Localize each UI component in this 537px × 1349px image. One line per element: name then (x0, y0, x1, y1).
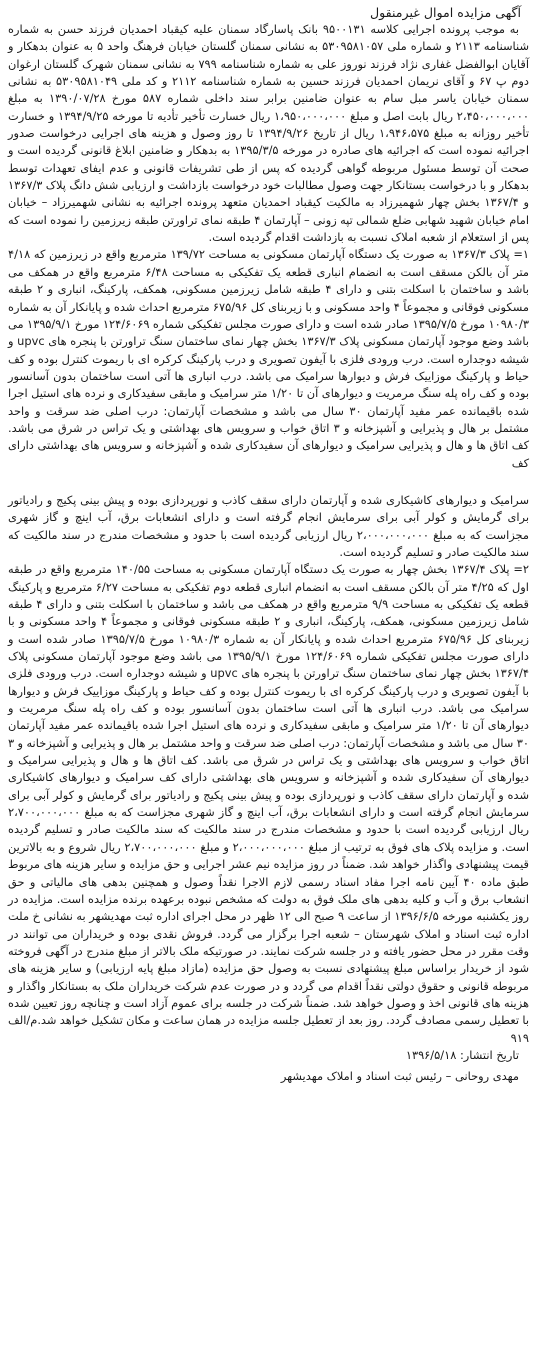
property-item-2: ۲= پلاک ۱۳۶۷/۴ بخش چهار به صورت یک دستگاه آپارتمان مسکونی به مساحت ۱۴۰/۵۵ مترمربع واقع در طبقه اول که ۴/۲۵ متر آن بالکن مسقف است به انضمام انباری قطعه دوم تفکیکی به مساحت ۶/۲۷ مترمربع و پارکینگ قطعه یک تفکیکی به مساحت ۹/۹ مترمربع واقع در همکف می باشد و ساختمان با اسکلت بتنی و دارای ۴ طبقه شامل زیرزمین مسکونی، همکف، پارکینگ، انباری و ۲ طبقه مسکونی فوقانی و مجموعاً ۴ واحد مسکونی و با زیربنای کل ۶۷۵/۹۶ مترمربع احداث شده و پایانکار آن به شماره ۱۰۹۸۰/۳ مورخ ۱۳۹۵/۷/۵ صادر شده است و دارای صورت مجلس تفکیکی شماره ۱۲۴/۶۰۶۹ مورخ ۱۳۹۵/۹/۱ می باشد وضع موجود آپارتمان مسکونی پلاک ۱۳۶۷/۴ بخش چهار نمای ساختمان سنگ تراورتن با پنجره های upvc و شیشه دوجداره است. درب ورودی فلزی با آیفون تصویری و درب پارکینگ کرکره ای با ریموت کنترل بوده و کف حیاط و پارکینگ موزاییک فرش و دیوارها سرامیک می باشد. درب انباری ها آتی است ساختمان بدون آسانسور بوده و کف راه پله سنگ مرمریت و دیوارهای آن تا ۱/۲۰ متر سرامیک و مابقی سفیدکاری و نرده های استیل اجرا شده باقیمانده عمر مفید آپارتمان ۳۰ سال می باشد و مشخصات آپارتمان: درب اصلی ضد سرقت و واحد مشتمل بر هال و پذیرایی و آشپزخانه و ۳ اتاق خواب و سرویس های بهداشتی و یک تراس در شرق می باشد. کف اتاق ها و هال و پذیرایی سرامیک و دیوارهای آن سفیدکاری شده و آشپزخانه و سرویس های بهداشتی دارای کف سرامیک و دیوارهای کاشیکاری شده و آپارتمان دارای سقف کاذب و نورپردازی بوده و پیش بینی پکیج و رادیاتور برای گرمایش و کولر آبی برای سرمایش انجام گرفته است و دارای انشعابات برق، آب اینچ و گاز شهری مجزاست که به مبلغ ۲،۷۰۰،۰۰۰،۰۰۰ ریال ارزیابی گردیده است با حدود و مشخصات مندرج در سند مالکیت که سند مالکیت صادر و تسلیم گردیده است. و مزایده پلاک های فوق به ترتیب از مبلغ ۲،۰۰۰،۰۰۰،۰۰۰ و مبلغ ۲،۷۰۰،۰۰۰،۰۰۰ ریال شروع و به بالاترین قیمت پیشنهادی واگذار خواهد شد. ضمناً در روز مزایده نیم عشر اجرایی و حق مزایده و سایر هزینه های مربوط طبق ماده ۴۰ آیین نامه اجرا مفاد اسناد رسمی لازم الاجرا نقداً وصول و همچنین بدهی های مالیاتی و حق انشعاب برق و آب و کلیه بدهی های ملک فوق به دولت که مشخص نبوده برعهده برنده مزایده است. مزایده در روز یکشنبه مورخه ۱۳۹۶/۶/۵ از ساعت ۹ صبح الی ۱۲ ظهر در محل اجرای اداره ثبت مهدیشهر به نشانی خ ملت اداره ثبت اسناد و املاک شهرستان – شعبه اجرا برگزار می گردد. فروش نقدی بوده و خریداران می توانند در وقت مقرر در محل حضور یافته و در جلسه شرکت نمایند. در صورتیکه ملک بالاتر از مبلغ مندرج در آگهی فروخته شود از خریدار براساس مبلغ پیشنهادی نسبت به وصول حق مزایده (مازاد مبلغ پایه ارزیابی) و سایر هزینه های مربوطه قانونی و حقوق دولتی نقداً اقدام می گردد و در صورت عدم شرکت خریداران ملک به بستانکار واگذار و هزینه های قانونی اخذ و وصول خواهد شد. ضمناً شرکت در جلسه برای عموم آزاد است و چنانچه روز تعیین شده با تعطیل رسمی مصادف گردد. روز بعد از تعطیل جلسه مزایده در همان ساعت و مکان تشکیل خواهد شد.م/الف ۹۱۹ (8, 562, 530, 1045)
notice-title: آگهی مزایده اموال غیرمنقول (369, 5, 521, 20)
property-item-1: ۱= پلاک ۱۳۶۷/۳ به صورت یک دستگاه آپارتمان مسکونی به مساحت ۱۳۹/۷۲ مترمربع واقع در زیرزمین که ۴/۱۸ متر آن بالکن مسقف است به انضمام انباری قطعه یک تفکیکی به مساحت ۶/۴۸ مترمربع واقع در همکف می باشد و ساختمان با اسکلت بتنی و دارای ۴ طبقه شامل زیرزمین مسکونی، همکف، پارکینگ، انباری و ۲ طبقه مسکونی فوقانی و مجموعاً ۴ واحد مسکونی و با زیربنای کل ۶۷۵/۹۶ مترمربع احداث شده و پایانکار آن به شماره ۱۰۹۸۰/۳ مورخ ۱۳۹۵/۷/۵ صادر شده است و دارای صورت مجلس تفکیکی شماره ۱۲۴/۶۰۶۹ مورخ ۱۳۹۵/۹/۱ می باشد وضع موجود آپارتمان مسکونی پلاک ۱۳۶۷/۳ بخش چهار نمای ساختمان سنگ تراورتن با پنجره های upvc و شیشه دوجداره است. درب ورودی فلزی با آیفون تصویری و درب پارکینگ کرکره ای با ریموت کنترل بوده و کف حیاط و پارکینگ موزاییک فرش و دیوارها سرامیک می باشد. درب انباری ها آتی است ساختمان بدون آسانسور بوده و کف راه پله سنگ مرمریت و دیوارهای آن تا ۱/۲۰ متر سرامیک و مابقی سفیدکاری و نرده های استیل اجرا شده باقیمانده عمر مفید آپارتمان ۳۰ سال می باشد و مشخصات آپارتمان: درب اصلی ضد سرقت و واحد مشتمل بر هال و پذیرایی و آشپزخانه و ۳ اتاق خواب و سرویس های بهداشتی و یک تراس در شرق می باشد. کف اتاق ها و هال و پذیرایی سرامیک و دیوارهای آن سفیدکاری شده و آشپزخانه و سرویس های بهداشتی دارای کف (8, 247, 530, 470)
property-item-1-continued: سرامیک و دیوارهای کاشیکاری شده و آپارتمان دارای سقف کاذب و نورپردازی بوده و پیش بینی پکیج و رادیاتور برای گرمایش و کولر آبی برای سرمایش انجام گرفته است و دارای انشعابات برق، آب اینچ و گاز شهری مجزاست که به مبلغ ۲،۰۰۰،۰۰۰،۰۰۰ ریال ارزیابی گردیده است با حدود و مشخصات مندرج در سند مالکیت که سند مالکیت صادر و تسلیم گردیده است. (8, 492, 529, 559)
intro-paragraph: به موجب پرونده اجرایی کلاسه ۹۵۰۰۱۳۱ بانک پاسارگاد سمنان علیه کیقباد احمدیان فرزند حسن به شماره شناسنامه ۲۱۱۳ و شماره ملی ۵۳۰۹۵۸۱۰۵۷ به نشانی سمنان گلستان خیابان فرهنگ واحد ۵ به عنوان بدهکار و آقایان ابوالفضل غفاری نژاد فرزند نوروز علی به شماره شناسنامه ۷۹۹ به نشانی سمنان شهرک گلستان ارغوان دوم پ ۶۷ و آقای نریمان احمدیان فرزند حسین به شماره شناسنامه ۲۱۱۲ و کد ملی ۵۳۰۹۵۸۱۰۴۹ به نشانی سمنان خیابان یاسر مبل سام به عنوان ضامنین برابر سند داخلی شماره ۵۸۷ مورخ ۱۳۹۰/۰۷/۲۸ به مبلغ ۲،۴۵۰،۰۰۰،۰۰۰ ریال بابت اصل و مبلغ ۱،۹۵۰،۰۰۰،۰۰۰ ریال خسارت تأخیر تأدیه تا مورخه ۱۳۹۴/۹/۲۵ و خسارت تأخیر روزانه به مبلغ ۱،۹۴۶،۵۷۵ ریال از تاریخ ۱۳۹۴/۹/۲۶ تا روز وصول و هزینه های اجرایی درخواست صدور اجرائیه نموده است که اجرائیه های صادره در مورخه ۱۳۹۵/۳/۵ به بدهکار و ضامنین ابلاغ قانونی گردیده است و صحت آن توسط مسئول مربوطه گواهی گردیده که پس از طی تشریفات قانونی و عدم ایفای تعهدات توسط بدهکار و با درخواست بستانکار جهت وصول مطالبات خود درخواست بازداشت و ارزیابی شش دانگ پلاک ۱۳۶۷/۳ و ۱۳۶۷/۴ بخش چهار شهمیرزاد به مالکیت کیقباد احمدیان متعهد پرونده اجرائیه به نشانی شهمیرزاد – خیابان امام خیابان شهید شهابی ضلع شمالی تپه زونی – آپارتمان ۴ طبقه نمای تراورتن طبقه زیرزمین را نموده است که پس از استعلام از شعبه املاک نسبت به بازداشت اقدام گردیده است. (8, 22, 530, 245)
column-gap (8, 472, 529, 492)
signature-line: مهدی روحانی – رئیس ثبت اسناد و املاک مهدیشهر (280, 1069, 519, 1084)
publish-date: تاریخ انتشار: ۱۳۹۶/۵/۱۸ (405, 1047, 519, 1062)
